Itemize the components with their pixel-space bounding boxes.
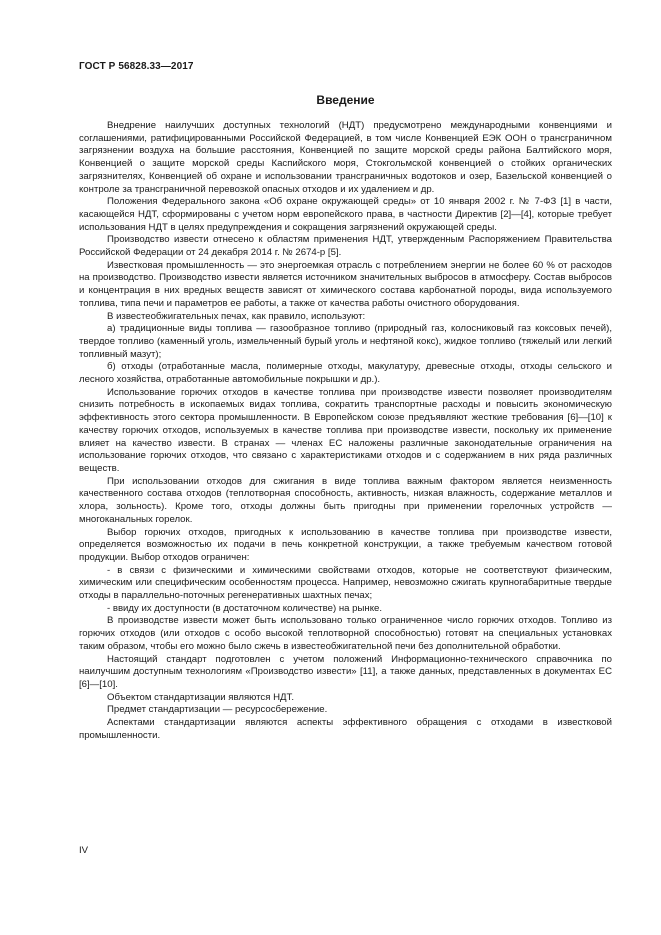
paragraph: Объектом стандартизации являются НДТ. — [107, 691, 294, 703]
paragraph: Производство извести отнесено к областям применения НДТ, утвержденным Распоряжением Правительства Российской Федерации от 24 декабря 2014 г. № 2674-р [5]. — [79, 234, 612, 259]
paragraph: Аспектами стандартизации являются аспекты эффективного обращения с отходами в известковой промышленности. — [79, 717, 612, 741]
paragraph: Использование горючих отходов в качестве топлива при производстве извести позволяет производителям снизить потребность в ископаемых видах топлива, сократить транспортные расходы и повысить экономическую эффективность этого сектора промышленности. В Европейском союзе предъявляют жесткие требования [6]—[10] к качеству горючих отходов, используемых в качестве топлива при производстве извести, поскольку их применение влияет на качество извести. В странах — членах ЕС наложены различные законодательные ограничения на использование горючих отходов, что связано с характеристиками отходов и с содержанием в них ряда различных веществ. — [79, 386, 612, 474]
paragraph: В известеобжигательных печах, как правило, используют: — [107, 310, 366, 322]
paragraph: а) традиционные виды топлива — газообразное топливо (природный газ, колосниковый газ коксовых печей), твердое топливо (каменный уголь, измельченный бурый уголь и нефтяной кокс), жидкое топливо (тяжелый или легкий топливный мазут); — [79, 323, 612, 360]
paragraph: В производстве извести может быть использовано только ограниченное число горючих отходов. Топливо из горючих отходов (или отходов с особо высокой теплотворной способностью) готовят на специальных установках таким образом, чтобы его можно было сжечь в известеобжигательной печи без дополнительной обработки. — [79, 615, 612, 652]
paragraph: Внедрение наилучших доступных технологий (НДТ) предусмотрено международными конвенциями и соглашениями, ратифицированными Российской Федерацией, в том числе Конвенцией ЕЭК ООН о трансграничном загрязнении воздуха на большие расстояния, Конвенцией по защите морской среды района Балтийского моря, Конвенцией о защите морской среды Каспийского моря, Стокгольмской конвенцией о стойких органических загрязнителях, Конвенцией об охране и использовании трансграничных водотоков и озер, Базельской конвенцией о контроле за трансграничной перевозкой опасных отходов и их удалением и др. — [79, 120, 612, 195]
document-header: ГОСТ Р 56828.33—2017 — [79, 61, 194, 72]
paragraph: Предмет стандартизации — ресурсосбережение. — [107, 704, 328, 716]
list-item: - в связи с физическими и химическими свойствами отходов, которые не соответствуют физическим, химическим или специфическим особенностям процесса. Например, невозможно сжигать крупногабаритные твердые отходы в параллельно-поточных регенеративных шахтных печах; — [79, 564, 612, 602]
section-title: Введение — [316, 93, 375, 107]
page-number: IV — [79, 845, 89, 856]
paragraph: б) отходы (отработанные масла, полимерные отходы, макулатуру, древесные отходы, отходы сельского и лесного хозяйства, отработанные автомобильные покрышки и др.). — [79, 361, 612, 386]
paragraph: Положения Федерального закона «Об охране окружающей среды» от 10 января 2002 г. № 7-ФЗ [1] в части, касающейся НДТ, сформированы с учетом норм европейского права, в частности Директив [2]—[4], которые требует использования НДТ в целях предупреждения и сокращения загрязнений окружающей среды. — [79, 196, 612, 233]
paragraph: Известковая промышленность — это энергоемкая отрасль с потреблением энергии не более 60 % от расходов на производство. Производство извести является источником значительных выбросов в атмосферу. Состав выбросов и концентрация в них вредных веществ зависят от химического состава карбонатной породы, вида используемого топлива, типа печи и параметров ее работы, а также от качества работы очистного оборудования. — [79, 259, 612, 309]
paragraph: При использовании отходов для сжигания в виде топлива важным фактором является неизменность качественного состава отходов (теплотворная способность, активность, низкая влажность, содержание металлов и хлора, зольность). Кроме того, отходы должны быть пригодны при применении горелочных устройств — многоканальных горелок. — [79, 475, 612, 525]
document-body — [79, 120, 612, 742]
list-item: - ввиду их доступности (в достаточном количестве) на рынке. — [107, 602, 383, 614]
paragraph: Выбор горючих отходов, пригодных к использованию в качестве топлива при производстве извести, определяется возможностью их подачи в печь конкретной конструкции, а также требуемым качеством готовой продукции. Выбор отходов ограничен: — [79, 526, 612, 563]
paragraph: Настоящий стандарт подготовлен с учетом положений Информационно-технического справочника по наилучшим доступным технологиям «Производство извести» [11], а также данных, представленных в документах ЕС [6]—[10]. — [79, 653, 612, 690]
